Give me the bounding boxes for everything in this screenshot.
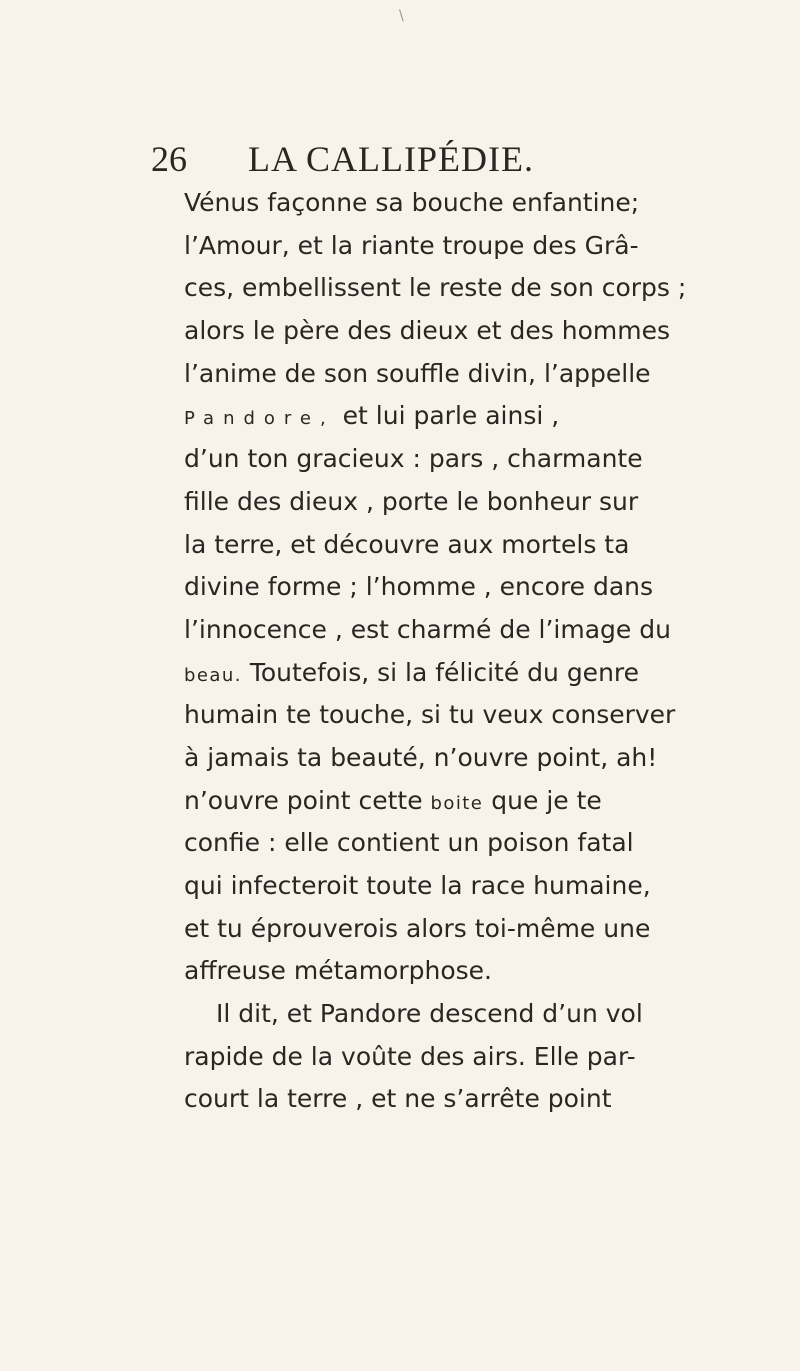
body-text [184,182,789,1121]
small-caps-word: boite [430,792,484,814]
running-head: LA CALLIPÉDIE. [248,139,534,179]
text-line: divine forme ; l’homme , encore dans [184,572,654,602]
text-line: l’Amour, et la riante troupe des Grâ- [184,230,639,260]
text-line: ces, embellissent le reste de son corps ; [184,273,687,303]
text-line: et tu éprouverois alors toi-même une [184,913,651,943]
text-line: humain te touche, si tu veux conserver [184,700,676,730]
text-line: à jamais ta beauté, n’ouvre point, ah! [184,742,658,772]
top-mark: \ [399,8,404,24]
text-line [184,395,789,438]
text-line: affreuse métamorphose. [184,956,492,986]
text-span: Toutefois, si la félicité du genre [241,657,640,687]
text-line: qui infecteroit toute la race humaine, [184,871,651,900]
small-caps-word: beau. [184,664,242,686]
small-caps-name: Pandore, [184,408,335,430]
paragraph-start-line: Il dit, et Pandore descend d’un vol [216,999,643,1029]
text-line: l’innocence , est charmé de l’image du [184,614,671,644]
text-line [184,780,789,823]
text-line: alors le père des dieux et des hommes [184,316,670,346]
text-line: confie : elle contient un poison fatal [184,828,634,858]
text-line: fille des dieux , porte le bonheur sur [184,486,639,516]
text-span: n’ouvre point cette [184,785,431,815]
text-span: et lui parle ainsi , [334,401,560,431]
page-header [151,133,711,185]
page-number: 26 [151,139,187,179]
text-line: l’anime de son souffle divin, l’appelle [184,358,651,388]
text-line [184,652,789,695]
text-line: la terre, et découvre aux mortels ta [184,529,630,559]
text-span: que je te [483,785,602,815]
text-line: rapide de la voûte des airs. Elle par- [184,1041,636,1071]
text-line: d’un ton gracieux : pars , charmante [184,444,643,474]
text-line: Vénus façonne sa bouche enfantine; [184,188,640,217]
text-line: court la terre , et ne s’arrête point [184,1084,612,1114]
